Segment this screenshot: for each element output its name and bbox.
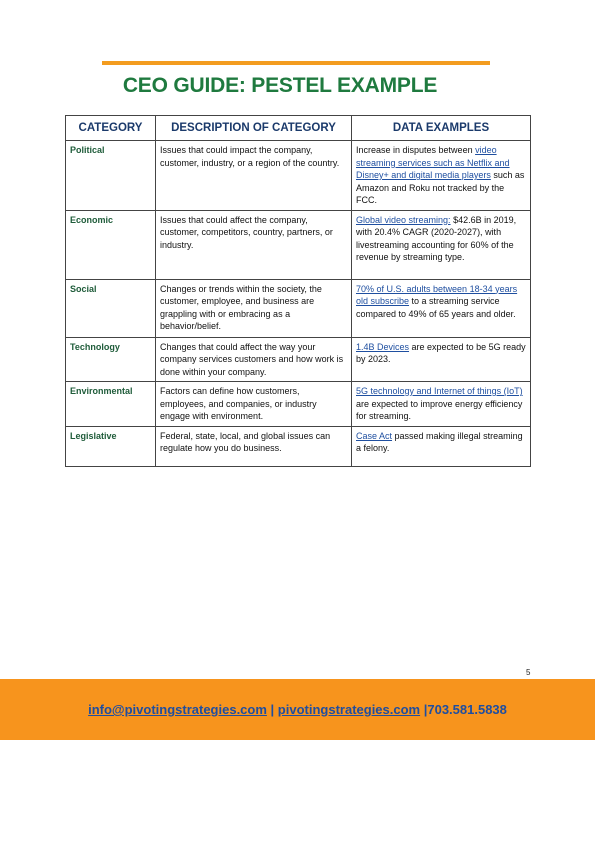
title-accent-rule xyxy=(102,61,490,65)
description-cell: Issues that could impact the company, customer, industry, or a region of the country. xyxy=(156,141,352,211)
table-row xyxy=(66,337,531,382)
example-text: to a streaming service compared to 49% of 65 years and older. xyxy=(356,296,516,319)
table-header-row xyxy=(66,116,531,141)
data-example-cell xyxy=(352,337,531,382)
table-row xyxy=(66,210,531,279)
example-text: $42.6B in 2019, with 20.4% CAGR (2020-2027), with livestreaming accounting for 60% of the revenue by streaming type. xyxy=(356,214,517,262)
table-row xyxy=(66,141,531,211)
pestel-table xyxy=(65,115,531,467)
page-number: 5 xyxy=(526,668,531,677)
column-header-data-examples: DATA EXAMPLES xyxy=(352,116,531,141)
footer-phone: 703.581.5838 xyxy=(427,702,507,717)
data-example-cell xyxy=(352,382,531,427)
description-cell: Changes or trends within the society, the customer, employee, and business are grappling with or embracing as a behavior/belief. xyxy=(156,279,352,337)
page-title: CEO GUIDE: PESTEL EXAMPLE xyxy=(122,74,438,97)
description-cell: Factors can define how customers, employees, and companies, or industry engage with environment. xyxy=(156,382,352,427)
category-cell: Technology xyxy=(66,337,156,382)
example-link[interactable]: video streaming services such as Netflix and Disney+ and digital media players xyxy=(356,145,510,180)
column-header-category: CATEGORY xyxy=(66,116,156,141)
example-text: are expected to improve energy efficiency for streaming. xyxy=(356,398,523,421)
description-cell: Federal, state, local, and global issues can regulate how you do business. xyxy=(156,426,352,466)
category-cell: Political xyxy=(66,141,156,211)
description-cell: Changes that could affect the way your company services customers and how work is done within your company. xyxy=(156,337,352,382)
example-text: Increase in disputes between xyxy=(356,145,476,155)
category-cell: Social xyxy=(66,279,156,337)
data-example-cell xyxy=(352,426,531,466)
table-row xyxy=(66,382,531,427)
column-header-description: DESCRIPTION OF CATEGORY xyxy=(156,116,352,141)
category-cell: Economic xyxy=(66,210,156,279)
example-text: such as Amazon and Roku not tracked by the FCC. xyxy=(356,170,525,205)
example-link[interactable]: 1.4B Devices xyxy=(356,341,410,352)
example-text: are expected to be 5G ready by 2023. xyxy=(356,341,526,364)
footer-contact-line xyxy=(0,702,595,717)
footer-band xyxy=(0,679,595,740)
table-row xyxy=(66,279,531,337)
footer-website-link[interactable]: pivotingstrategies.com xyxy=(277,702,421,717)
example-link[interactable]: 70% of U.S. adults between 18-34 years old subscribe xyxy=(356,283,518,306)
description-cell: Issues that could affect the company, customer, competitors, country, partners, or industry. xyxy=(156,210,352,279)
table-row xyxy=(66,426,531,466)
footer-separator: | xyxy=(266,702,278,717)
example-text: passed making illegal streaming a felony. xyxy=(356,430,523,453)
category-cell: Legislative xyxy=(66,426,156,466)
footer-separator: | xyxy=(420,702,428,717)
data-example-cell xyxy=(352,141,531,211)
category-cell: Environmental xyxy=(66,382,156,427)
example-link[interactable]: Global video streaming: xyxy=(356,214,451,225)
example-link[interactable]: 5G technology and Internet of things (IoT) xyxy=(356,386,523,396)
example-link[interactable]: Case Act xyxy=(356,430,393,441)
footer-email-link[interactable]: info@pivotingstrategies.com xyxy=(88,702,267,717)
data-example-cell xyxy=(352,210,531,279)
data-example-cell xyxy=(352,279,531,337)
